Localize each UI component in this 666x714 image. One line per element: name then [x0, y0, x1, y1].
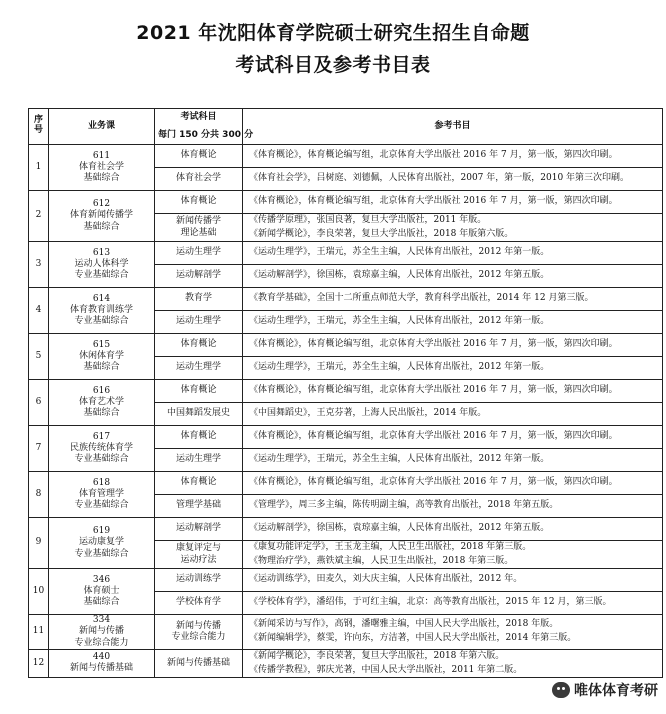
course-line: 612	[92, 199, 111, 210]
subject-line: 运动生理学	[175, 362, 221, 373]
course-cell	[49, 426, 155, 472]
subject-line: 理论基础	[180, 227, 217, 238]
table-row	[29, 569, 663, 592]
course-line: 440	[92, 652, 111, 662]
course-line: 基础综合	[83, 221, 120, 232]
reference-cell	[243, 541, 663, 569]
reference-cell	[243, 449, 663, 472]
subject-line: 新闻与传播基础	[166, 657, 230, 668]
course-line: 新闻与传播	[78, 626, 124, 637]
course-cell	[49, 145, 155, 191]
subject-cell	[155, 449, 243, 472]
reference-book: 《管理学》，周三多主编，陈传明副主编，高等教育出版社，2018 年第五版。	[249, 500, 559, 511]
subject-line: 学校体育学	[175, 597, 221, 608]
subject-line: 运动生理学	[175, 247, 221, 258]
wechat-icon	[552, 682, 570, 698]
course-line: 体育艺术学	[78, 396, 124, 407]
reference-cell	[243, 288, 663, 311]
reference-book: 《运动解剖学》，徐国栋，袁琼嘉主编，人民体育出版社，2012 年第五版。	[249, 270, 550, 281]
table-row	[29, 145, 663, 168]
reference-book: 《体育概论》，体育概论编写组，北京体育大学出版社 2016 年 7 月，第一版，第四次印刷。	[249, 150, 618, 161]
course-line: 专业基础综合	[74, 454, 129, 465]
reference-cell	[243, 569, 663, 592]
subject-line: 运动生理学	[175, 454, 221, 465]
subject-line: 体育社会学	[175, 173, 221, 184]
header-no: 序号	[29, 109, 49, 145]
reference-cell	[243, 426, 663, 449]
reference-cell	[243, 649, 663, 677]
reference-cell	[243, 214, 663, 242]
subject-line: 体育概论	[180, 477, 217, 488]
course-line: 619	[92, 526, 111, 537]
subject-cell	[155, 569, 243, 592]
subject-cell	[155, 426, 243, 449]
reference-cell	[243, 592, 663, 615]
subject-line: 教育学	[184, 293, 212, 304]
reference-book: 《体育概论》，体育概论编写组，北京体育大学出版社 2016 年 7 月，第一版，第四次印刷。	[249, 385, 618, 396]
table-row	[29, 472, 663, 495]
table-header-row	[29, 109, 663, 145]
subject-line: 体育概论	[180, 385, 217, 396]
course-line: 614	[92, 293, 111, 304]
row-number: 12	[29, 649, 49, 677]
course-line: 体育管理学	[78, 488, 124, 499]
row-number: 5	[29, 334, 49, 380]
course-line: 体育硕士	[83, 585, 120, 596]
course-line: 专业基础综合	[74, 548, 129, 559]
reference-cell	[243, 403, 663, 426]
reference-book: 《新闻编辑学》，蔡雯，许向东，方洁著，中国人民大学出版社，2014 年第三版。	[249, 633, 577, 644]
subject-cell	[155, 288, 243, 311]
course-line: 基础综合	[83, 597, 120, 608]
subject-cell	[155, 472, 243, 495]
row-number: 8	[29, 472, 49, 518]
subject-cell	[155, 592, 243, 615]
reference-cell	[243, 191, 663, 214]
subject-line: 体育概论	[180, 196, 217, 207]
subject-line: 体育概论	[180, 339, 217, 350]
reference-cell	[243, 357, 663, 380]
reference-book: 《教育学基础》，全国十二所重点师范大学，教育科学出版社，2014 年 12 月第三版。	[249, 293, 594, 304]
reference-cell	[243, 615, 663, 650]
course-line: 334	[92, 615, 111, 625]
reference-cell	[243, 495, 663, 518]
row-number: 9	[29, 518, 49, 569]
reference-book: 《运动生理学》，王瑞元，苏全生主编，人民体育出版社，2012 年第一版。	[249, 362, 550, 373]
course-line: 专业基础综合	[74, 500, 129, 511]
course-cell	[49, 191, 155, 242]
header-course: 业务课	[49, 109, 155, 145]
subject-line: 中国舞蹈发展史	[166, 408, 230, 419]
course-cell	[49, 615, 155, 650]
subject-cell	[155, 334, 243, 357]
subject-cell	[155, 214, 243, 242]
subject-line: 运动疗法	[180, 554, 217, 565]
row-number: 7	[29, 426, 49, 472]
reference-cell	[243, 472, 663, 495]
row-number: 11	[29, 615, 49, 650]
reference-book: 《中国舞蹈史》，王克芬著，上海人民出版社，2014 年版。	[249, 408, 487, 419]
reference-book: 《物理治疗学》，燕铁斌主编，人民卫生出版社，2018 年第三版。	[249, 556, 514, 566]
table-row	[29, 380, 663, 403]
subject-cell	[155, 242, 243, 265]
row-number: 2	[29, 191, 49, 242]
row-number: 4	[29, 288, 49, 334]
table-row	[29, 518, 663, 541]
reference-book: 《体育概论》，体育概论编写组，北京体育大学出版社 2016 年 7 月，第一版，第四次印刷。	[249, 196, 618, 207]
subject-line: 运动解剖学	[175, 270, 221, 281]
subject-cell	[155, 615, 243, 650]
reference-book: 《新闻学概论》，李良荣著，复旦大学出版社，2018 年第六版。	[249, 650, 505, 661]
course-line: 体育新闻传播学	[69, 210, 133, 221]
reference-book: 《传播学教程》，郭庆光著，中国人民大学出版社，2011 年第二版。	[249, 664, 523, 675]
reference-book: 《体育概论》，体育概论编写组，北京体育大学出版社 2016 年 7 月，第一版，第四次印刷。	[249, 477, 618, 488]
table-row	[29, 288, 663, 311]
reference-book: 《康复功能评定学》，王玉龙主编，人民卫生出版社，2018 年第三版。	[249, 541, 532, 552]
subject-line: 专业综合能力	[171, 631, 226, 642]
course-line: 专业基础综合	[74, 316, 129, 327]
course-line: 民族传统体育学	[69, 442, 133, 453]
reference-book: 《传播学原理》，张国良著，复旦大学出版社，2011 年版。	[249, 214, 487, 225]
course-cell	[49, 334, 155, 380]
course-line: 基础综合	[83, 408, 120, 419]
reference-book: 《运动生理学》，王瑞元，苏全生主编，人民体育出版社，2012 年第一版。	[249, 247, 550, 258]
subject-cell	[155, 191, 243, 214]
reference-book: 《运动生理学》，王瑞元，苏全生主编，人民体育出版社，2012 年第一版。	[249, 316, 550, 327]
course-cell	[49, 569, 155, 615]
table-row	[29, 615, 663, 650]
course-cell	[49, 380, 155, 426]
header-subjects: 考试科目 每门 150 分共 300 分	[155, 109, 243, 145]
subject-cell	[155, 380, 243, 403]
reference-cell	[243, 380, 663, 403]
row-number: 1	[29, 145, 49, 191]
subject-line: 运动生理学	[175, 316, 221, 327]
course-cell	[49, 472, 155, 518]
table-row	[29, 242, 663, 265]
table-row	[29, 334, 663, 357]
watermark	[498, 678, 658, 702]
reference-cell	[243, 518, 663, 541]
row-number: 6	[29, 380, 49, 426]
watermark-text: 唯体体育考研	[574, 683, 658, 699]
table-row	[29, 426, 663, 449]
course-cell	[49, 288, 155, 334]
reference-book: 《体育概论》，体育概论编写组，北京体育大学出版社 2016 年 7 月，第一版，第四次印刷。	[249, 431, 618, 442]
course-line: 基础综合	[83, 173, 120, 184]
document-title: 2021 年沈阳体育学院硕士研究生招生自命题	[136, 22, 530, 44]
subject-line: 体育概论	[180, 431, 217, 442]
row-number: 3	[29, 242, 49, 288]
subject-cell	[155, 311, 243, 334]
document-subtitle: 考试科目及参考书目表	[235, 54, 431, 76]
table-row	[29, 649, 663, 677]
course-line: 基础综合	[83, 362, 120, 373]
reference-book: 《新闻学概论》，李良荣著，复旦大学出版社，2018 年版第六版。	[249, 229, 514, 239]
reference-cell	[243, 311, 663, 334]
reference-book: 《学校体育学》，潘绍伟，于可红主编，北京：高等教育出版社，2015 年 12 月，第三版。	[249, 597, 612, 608]
table-row	[29, 191, 663, 214]
course-line: 617	[92, 431, 111, 442]
reference-book: 《体育概论》，体育概论编写组，北京体育大学出版社 2016 年 7 月，第一版，第四次印刷。	[249, 339, 618, 350]
reference-book: 《运动训练学》，田麦久，刘大庆主编，人民体育出版社，2012 年。	[249, 574, 523, 585]
subject-line: 运动训练学	[175, 574, 221, 585]
subject-cell	[155, 265, 243, 288]
course-cell	[49, 242, 155, 288]
subject-cell	[155, 649, 243, 677]
row-number: 10	[29, 569, 49, 615]
subject-cell	[155, 495, 243, 518]
reference-cell	[243, 145, 663, 168]
subject-line: 康复评定与	[175, 543, 221, 554]
subject-line: 新闻与传播	[175, 620, 221, 631]
course-line: 346	[92, 574, 111, 585]
subject-cell	[155, 403, 243, 426]
subject-line: 体育概论	[180, 150, 217, 161]
subject-cell	[155, 357, 243, 380]
reference-book: 《新闻采访与写作》，高钢，潘曙雅主编，中国人民大学出版社，2018 年版。	[249, 619, 559, 630]
subject-cell	[155, 541, 243, 569]
exam-subjects-table	[28, 108, 663, 678]
header-refs: 参考书目	[243, 109, 663, 145]
subject-line: 新闻传播学	[175, 216, 221, 227]
course-line: 休闲体育学	[78, 350, 124, 361]
reference-cell	[243, 334, 663, 357]
course-line: 615	[92, 339, 111, 350]
subject-cell	[155, 168, 243, 191]
subject-line: 管理学基础	[175, 500, 221, 511]
reference-book: 《运动生理学》，王瑞元，苏全生主编，人民体育出版社，2012 年第一版。	[249, 454, 550, 465]
reference-cell	[243, 265, 663, 288]
course-line: 专业综合能力	[74, 637, 129, 648]
course-cell	[49, 518, 155, 569]
reference-book: 《运动解剖学》，徐国栋，袁琼嘉主编，人民体育出版社，2012 年第五版。	[249, 523, 550, 534]
course-cell	[49, 649, 155, 677]
course-line: 运动康复学	[78, 537, 124, 548]
course-line: 616	[92, 385, 111, 396]
course-line: 新闻与传播基础	[69, 663, 133, 674]
course-line: 611	[92, 150, 111, 161]
subject-cell	[155, 145, 243, 168]
course-line: 618	[92, 477, 111, 488]
course-line: 专业基础综合	[74, 270, 129, 281]
course-line: 613	[92, 247, 111, 258]
reference-cell	[243, 168, 663, 191]
course-line: 体育教育训练学	[69, 304, 133, 315]
subject-cell	[155, 518, 243, 541]
subject-line: 运动解剖学	[175, 523, 221, 534]
reference-cell	[243, 242, 663, 265]
reference-book: 《体育社会学》，吕树庭、刘德佩，人民体育出版社，2007 年，第一版，2010 年第三次印刷。	[249, 173, 630, 184]
course-line: 体育社会学	[78, 161, 124, 172]
course-line: 运动人体科学	[74, 258, 129, 269]
